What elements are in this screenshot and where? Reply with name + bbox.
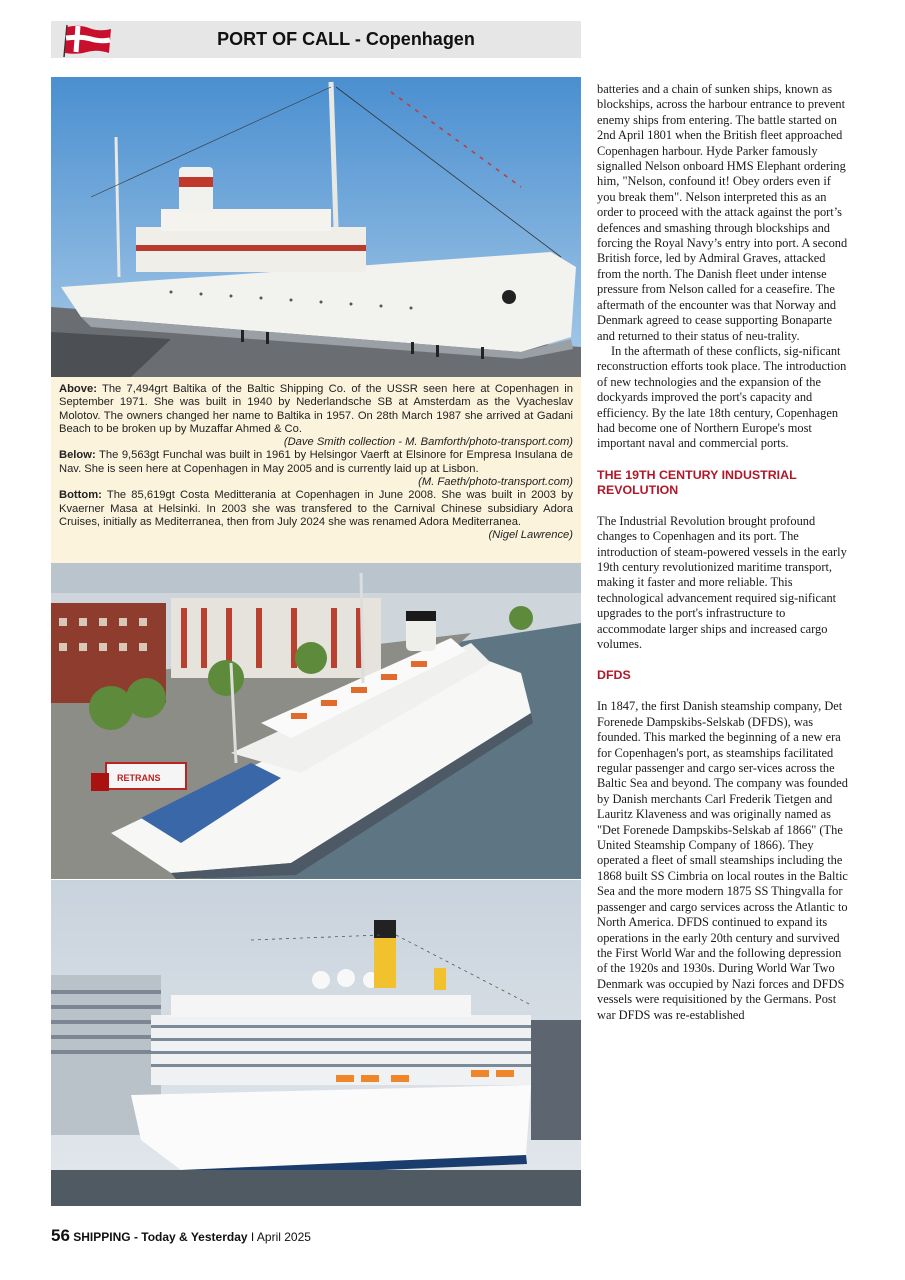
footer-separator: I	[250, 1230, 255, 1244]
photo-costa	[51, 880, 581, 1206]
photo-baltika	[51, 77, 581, 377]
page-title: PORT OF CALL - Copenhagen	[217, 29, 475, 49]
section-heading-industrial-revolution: THE 19TH CENTURY INDUSTRIAL REVOLUTION	[597, 467, 797, 497]
caption-above-label: Above:	[59, 383, 97, 395]
caption-bottom-label: Bottom:	[59, 489, 102, 502]
article-paragraph: batteries and a chain of sunken ships, known as blockships, across the harbour entrance to prevent enemy ships from entering. The battle started on 2nd April 1801 when the British fleet approached Copenhagen harbour. Hyde Parker famously signalled Nelson onboard HMS Elephant ordering him, "Nelson, confound it! Obey orders even if you break them". Nelson interpreted this as an order to proceed with the attack against the port’s defences and smashing through blockships and forcing the Royal Navy’s entry into port. A second British force, led by Admiral Graves, attacked from the north. The Danish fleet under intense pressure from Nelson called for a ceasefire. The aftermath of the encounter was that Norway and Denmark agreed to cease supporting Bonaparte and returned to their status of neu-trality.	[597, 82, 848, 343]
caption-below-credit: (M. Faeth/photo-transport.com)	[418, 476, 573, 489]
photo-funchal	[51, 563, 581, 879]
article-paragraph: In the aftermath of these conflicts, sig-nificant reconstruction efforts took place. The introduction of new technologies and the expansion of the dockyards improved the port's capacity and efficiency. By the late 18th century, Copenhagen had become one of Northern Europe's most important naval and commercial ports.	[597, 343, 847, 451]
photo-captions	[51, 377, 581, 563]
caption-bottom-text: The 85,619gt Costa Medittеrania at Copenhagen in June 2008. She was built in 2003 by Kvaerner Masa at Helsinki. In 2003 she was transfered to the Carnival Chinese subsidiary Adora Cruises, initially as Mediterranea, then from July 2024 she was renamed Adora Mediterranea.	[59, 489, 573, 528]
issue-date: April 2025	[256, 1230, 311, 1244]
article-paragraph: In 1847, the first Danish steamship company, Det Forenede Dampskibs-Selskab (DFDS), was founded. This marked the beginning of a new era for Copenhagen's port, as steamships facilitated regular passenger and cargo ser-vices across the Baltic Sea and beyond. The company was founded by Danish merchants Carl Frederik Tietgen and Lauritz Klaveness and was originally named as "Det Forenede Dampskibs-Selskab af 1866" (The United Steamship Company of 1866). They operated a fleet of small steamships including the 1868 built SS Cimbria on local routes in the Baltic Sea and the more modern 1875 SS Thingvalla for passenger and cargo services across the Atlantic to North America. DFDS continued to expand its operations in the early 20th century and survived the First World War and the following depression of the 1920s and 1930s. During World War Two Denmark was occupied by Nazi forces and DFDS vessels were requisitioned by the Germans. Post war DFDS was re-established	[597, 699, 848, 1022]
truck-label: RETRANS	[117, 773, 161, 783]
page-header	[51, 21, 581, 58]
article-column	[597, 82, 851, 1023]
caption-below-text: The 9,563gt Funchal was built in 1961 by Helsingor Vaerft at Elsinore for Empresa Insulana de Nav. She is seen here at Copenhagen in May 2005 and is currently laid up at Lisbon.	[59, 449, 573, 475]
section-heading-dfds: DFDS	[597, 668, 631, 683]
caption-above-credit: (Dave Smith collection - M. Bamforth/photo-transport.com)	[283, 436, 573, 449]
page-number: 56	[51, 1226, 70, 1245]
page-footer	[51, 1226, 311, 1246]
caption-below	[59, 449, 573, 476]
caption-below-label: Below:	[59, 449, 96, 462]
caption-bottom-credit: (Nigel Lawrence)	[488, 529, 573, 542]
caption-above-text: The 7,494grt Baltika of the Baltic Shipping Co. of the USSR seen here at Copenhagen in September 1971. She was built in 1940 by Nederlandsche SB at Amsterdam as the Vyacheslav Molotov. The owners changed her name to Baltika in 1957. On 28th March 1987 she arrived at Gadani Beach to be broken up by Muzaffar Ahmed & Co.	[59, 383, 573, 435]
caption-bottom	[59, 489, 573, 529]
magazine-name: SHIPPING - Today & Yesterday	[73, 1230, 248, 1244]
article-paragraph: The Industrial Revolution brought profound changes to Copenhagen and its port. The introduction of steam-powered vessels in the early 19th century revolutionized maritime transport, making it faster and more reliable. This technological advancement required sig-nificant upgrades to the port's infrastructure to accommodate larger ships and increased cargo volumes.	[597, 513, 847, 651]
caption-above	[59, 383, 573, 449]
